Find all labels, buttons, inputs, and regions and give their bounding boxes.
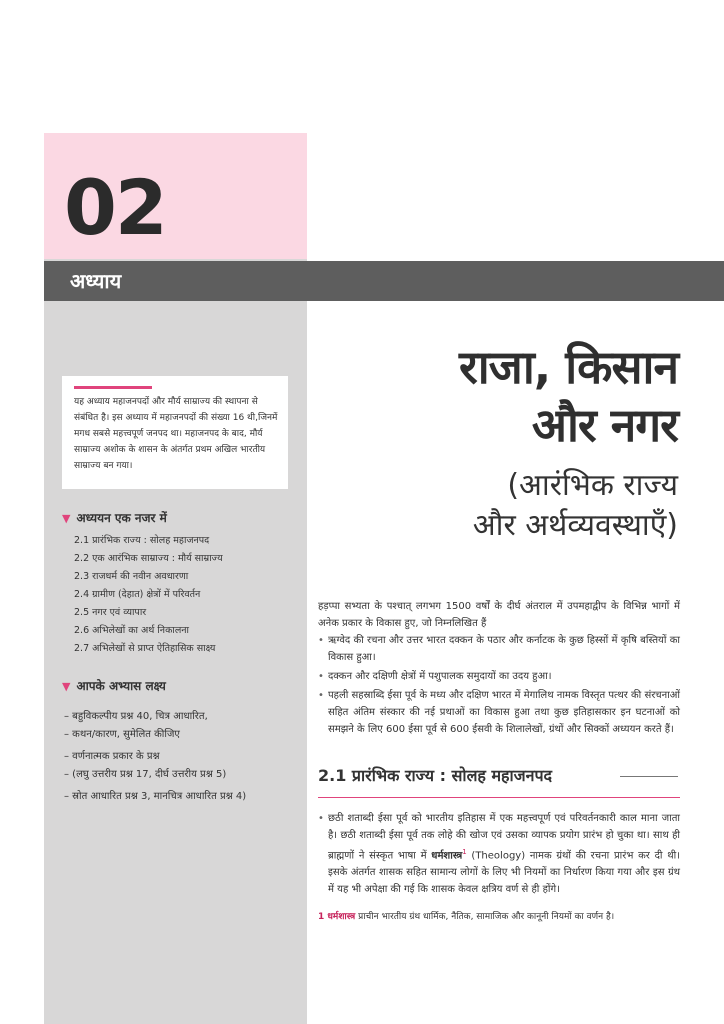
overview-item: 2.4 ग्रामीण (देहात) क्षेत्रों में परिवर्तन bbox=[74, 589, 201, 600]
section-underline bbox=[318, 797, 680, 798]
intro-bullet-list bbox=[318, 632, 680, 738]
overview-item: 2.6 अभिलेखों का अर्थ निकालना bbox=[74, 625, 190, 636]
intro-accent-rule bbox=[74, 386, 152, 389]
intro-bullet: • दक्कन और दक्षिणी क्षेत्रों में पशुपालक समुदायों का उदय हुआ। bbox=[318, 668, 680, 685]
section-keyword: धर्मशास्त्र bbox=[431, 850, 463, 862]
practice-goal-item: – स्रोत आधारित प्रश्न 3, मानचित्र आधारित प्रश्न 4) bbox=[64, 791, 247, 802]
footnote-marker: 1 bbox=[462, 848, 467, 856]
practice-goal-item: – वर्णनात्मक प्रकार के प्रश्न bbox=[64, 751, 160, 762]
triangle-down-icon: ▼ bbox=[62, 512, 71, 525]
section-text-2: (Theology) नामक ग्रंथों की रचना प्रारंभ कर दी थी। इसके अंतर्गत शासक सहित सामान्य लोगों के लिए भी नियमों का निर्धारण किया गया और इस ग्रंथ में यह भी अपेक्षा की गई कि शासक केवल क्षत्रिय वर्ण से ही होंगे। bbox=[328, 850, 680, 896]
chapter-banner bbox=[44, 261, 724, 301]
chapter-title bbox=[459, 338, 678, 454]
overview-item: 2.3 राजधर्म की नवीन अवधारणा bbox=[74, 571, 189, 582]
footnote bbox=[318, 910, 680, 924]
overview-heading bbox=[62, 510, 167, 527]
practice-goal-item: – बहुविकल्पीय प्रश्न 40, चित्र आधारित, bbox=[64, 711, 208, 722]
section-body bbox=[318, 810, 680, 900]
intro-section bbox=[318, 598, 680, 740]
chapter-title-line-2: और नगर bbox=[531, 398, 678, 452]
footnote-text: प्राचीन भारतीय ग्रंथ धार्मिक, नैतिक, सामाजिक और कानूनी नियमों का वर्णन है। bbox=[355, 912, 615, 922]
intro-text: यह अध्याय महाजनपदों और मौर्य साम्राज्य की स्थापना से संबंधित है। इस अध्याय में महाजनपदों की संख्या 16 थी,जिनमें मगध सबसे महत्त्वपूर्ण जनपद था। महाजनपद के बाद, मौर्य साम्राज्य अशोक के शासन के अंतर्गत प्रथम अखिल भारतीय साम्राज्य बन गया। bbox=[74, 397, 278, 471]
overview-item: 2.7 अभिलेखों से प्राप्त ऐतिहासिक साक्ष्य bbox=[74, 643, 216, 654]
section-bullet bbox=[318, 810, 680, 898]
overview-heading-label: अध्ययन एक नजर में bbox=[76, 511, 167, 525]
section-text-1: छठी शताब्दी ईसा पूर्व को भारतीय इतिहास में एक महत्त्वपूर्ण एवं परिवर्तनकारी काल माना जाता है। छठी शताब्दी ईसा पूर्व तक लोहे की खोज एवं उसका व्यापक प्रयोग प्रारंभ हो चुका था। साथ ही ब्राह्मणों ने संस्कृत भाषा में bbox=[328, 813, 680, 862]
intro-bullet: • ऋग्वेद की रचना और उत्तर भारत दक्कन के पठार और कर्नाटक के कुछ हिस्सों में कृषि बस्तियों का विकास हुआ। bbox=[318, 632, 680, 666]
triangle-down-icon: ▼ bbox=[62, 680, 71, 693]
section-heading-rule bbox=[620, 776, 678, 777]
chapter-subtitle-line-1: (आरंभिक राज्य bbox=[507, 468, 678, 503]
practice-goal-item: – कथन/कारण, सुमेलित कीजिए bbox=[64, 729, 180, 740]
chapter-subtitle bbox=[473, 466, 678, 546]
overview-item: 2.5 नगर एवं व्यापार bbox=[74, 607, 147, 618]
chapter-title-line-1: राजा, किसान bbox=[458, 340, 678, 394]
practice-goals-heading-label: आपके अभ्यास लक्ष्य bbox=[76, 679, 166, 693]
intro-box bbox=[62, 376, 288, 489]
chapter-number: 02 bbox=[64, 163, 166, 252]
intro-bullet: • पहली सहस्राब्दि ईसा पूर्व के मध्य और दक्षिण भारत में मेगालिथ नामक विस्तृत पत्थर की संरचनाओं सहित अंतिम संस्कार की नई प्रथाओं का विकास हुआ तथा कुछ इतिहासकार इन घटनाओं को समझने के लिए 600 ईसा पूर्व से 600 ईसवी के शिलालेखों, ग्रंथों और सिक्कों अध्ययन करते हैं। bbox=[318, 687, 680, 738]
chapter-subtitle-line-2: और अर्थव्यवस्थाएँ) bbox=[472, 508, 678, 543]
footnote-term: 1 धर्मशास्त्र bbox=[318, 912, 356, 922]
chapter-label: अध्याय bbox=[70, 269, 122, 293]
section-bullet-list bbox=[318, 810, 680, 898]
overview-item: 2.1 प्रारंभिक राज्य : सोलह महाजनपद bbox=[74, 535, 210, 546]
overview-list bbox=[74, 532, 223, 658]
section-heading-label: 2.1 प्रारंभिक राज्य : सोलह महाजनपद bbox=[318, 766, 553, 785]
practice-goals-heading bbox=[62, 678, 166, 695]
section-heading bbox=[318, 764, 680, 788]
intro-paragraph: हड़प्पा सभ्यता के पश्चात् लगभग 1500 वर्षों के दीर्घ अंतराल में उपमहाद्वीप के विभिन्न भागों में अनेक प्रकार के विकास हुए, जो निम्नलिखित हैं bbox=[318, 601, 680, 629]
practice-goals-list bbox=[64, 708, 246, 806]
overview-item: 2.2 एक आरंभिक साम्राज्य : मौर्य साम्राज्य bbox=[74, 553, 223, 564]
practice-goal-item: – (लघु उत्तरीय प्रश्न 17, दीर्घ उत्तरीय प्रश्न 5) bbox=[64, 769, 227, 780]
